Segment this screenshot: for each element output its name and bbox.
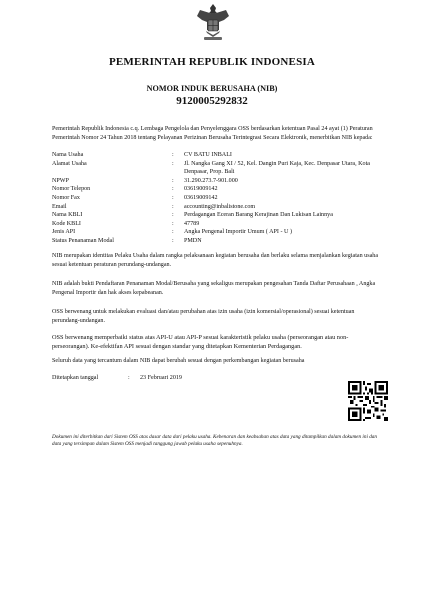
field-label: Email bbox=[52, 203, 67, 210]
field-value: Perdagangan Eceran Barang Kerajinan Dan Lukisan Lainnya bbox=[184, 212, 333, 219]
note-paragraph: NIB merupakan identitas Pelaku Usaha dalam rangka pelaksanaan kegiatan berusaha dan berlaku selama menjalankan kegiatan usaha sesuai ketentuan peraturan perundang-undangan. bbox=[52, 253, 379, 268]
field-row bbox=[52, 177, 392, 186]
field-separator: : bbox=[172, 237, 174, 244]
field-label: NPWP bbox=[52, 177, 69, 184]
field-separator: : bbox=[172, 229, 174, 236]
field-separator: : bbox=[172, 177, 174, 184]
field-label: Nomor Telepon bbox=[52, 186, 91, 193]
field-label: Nama KBLI bbox=[52, 212, 83, 219]
field-row bbox=[52, 185, 392, 194]
field-row bbox=[52, 220, 392, 229]
field-row bbox=[52, 203, 392, 212]
garuda-emblem-icon bbox=[196, 2, 230, 42]
field-value: 31.290.273.7-901.000 bbox=[184, 177, 238, 184]
document-type: NOMOR INDUK BERUSAHA (NIB) bbox=[146, 84, 278, 93]
field-value: Angka Pengenal Importir Umum ( API - U ) bbox=[184, 229, 292, 236]
field-label: Jenis API bbox=[52, 229, 76, 236]
field-value: PMDN bbox=[184, 237, 202, 244]
field-separator: : bbox=[172, 212, 174, 219]
business-fields bbox=[52, 151, 392, 246]
field-label: Nomor Fax bbox=[52, 194, 80, 201]
field-separator: : bbox=[172, 160, 174, 167]
field-row bbox=[52, 237, 392, 246]
field-label: Kode KBLI bbox=[52, 220, 81, 227]
issued-date-label: Ditetapkan tanggal bbox=[52, 375, 99, 381]
issued-date-separator: : bbox=[128, 375, 130, 381]
issued-date-value: 23 Februari 2019 bbox=[140, 375, 182, 381]
field-row bbox=[52, 160, 392, 177]
field-value: 03619009142 bbox=[184, 194, 218, 201]
field-label: Status Penanaman Modal bbox=[52, 237, 114, 244]
page-title: PEMERINTAH REPUBLIK INDONESIA bbox=[108, 56, 316, 68]
field-separator: : bbox=[172, 220, 174, 227]
note-paragraph: OSS berwenang memperbaiki status atas API-U atau API-P sesuai karakteristik pelaku usaha (perseorangan atau non-perseorangan). Ke-efektifan API sesuai dengan standar yang ditetapkan Kementerian Perdagangan. bbox=[52, 334, 349, 350]
field-label: Nama Usaha bbox=[52, 152, 84, 158]
issued-date-row bbox=[52, 375, 182, 381]
disclaimer-text: Dokumen ini diterbitkan dari Sistem OSS atas dasar data dari pelaku usaha. Kebenaran dan keabsahan atas data yang ditampilkan dalam dokumen ini dan data yang tersimpan dalam Sistem OSS menjadi tanggung jawab pelaku usaha sepenuhnya. bbox=[52, 434, 377, 448]
field-row bbox=[52, 211, 392, 220]
field-row bbox=[52, 228, 392, 237]
intro-paragraph: Pemerintah Republik Indonesia c.q. Lembaga Pengelola dan Penyelenggara OSS berdasarkan ketentuan Pasal 24 ayat (1) Peraturan Pemerintah Nomor 24 Tahun 2018 tentang Pelayanan Perizinan Berusaha Terintegrasi Secara Elektronik, menerbitkan NIB kepada: bbox=[52, 126, 373, 141]
nib-number: 9120005292832 bbox=[176, 95, 248, 107]
field-value: Jl. Nangka Gang XI / 52, Kel. Dangin Puri Kaja, Kec. Denpasar Utara, Kota Denpasar, Prop. Bali bbox=[184, 160, 370, 176]
field-value: 47789 bbox=[184, 220, 200, 227]
field-label: Alamat Usaha bbox=[52, 160, 87, 167]
note-paragraph: NIB adalah bukti Pendaftaran Penanaman Modal/Berusaha yang sekaligus merupakan pengesahan Tanda Daftar Perusahaan , Angka Pengenal Importir dan hak akses kepabeanan. bbox=[52, 281, 376, 296]
field-value: accounting@inbalistone.com bbox=[184, 203, 256, 210]
field-value: CV BATU INBALI bbox=[184, 152, 232, 158]
note-paragraph: Seluruh data yang tercantum dalam NIB dapat berubah sesuai dengan perkembangan kegiatan berusaha bbox=[52, 358, 305, 364]
field-separator: : bbox=[172, 194, 174, 201]
field-row bbox=[52, 194, 392, 203]
field-separator: : bbox=[172, 186, 174, 193]
field-separator: : bbox=[172, 203, 174, 210]
qr-code-icon bbox=[348, 381, 388, 421]
field-row bbox=[52, 151, 392, 160]
note-paragraph: OSS berwenang untuk melakukan evaluasi dan/atau perubahan atas izin usaha (izin komersial/operasional) sesuai ketentuan perundang-undangan. bbox=[52, 309, 355, 324]
field-value: 03619009142 bbox=[184, 186, 218, 193]
field-separator: : bbox=[172, 152, 174, 158]
